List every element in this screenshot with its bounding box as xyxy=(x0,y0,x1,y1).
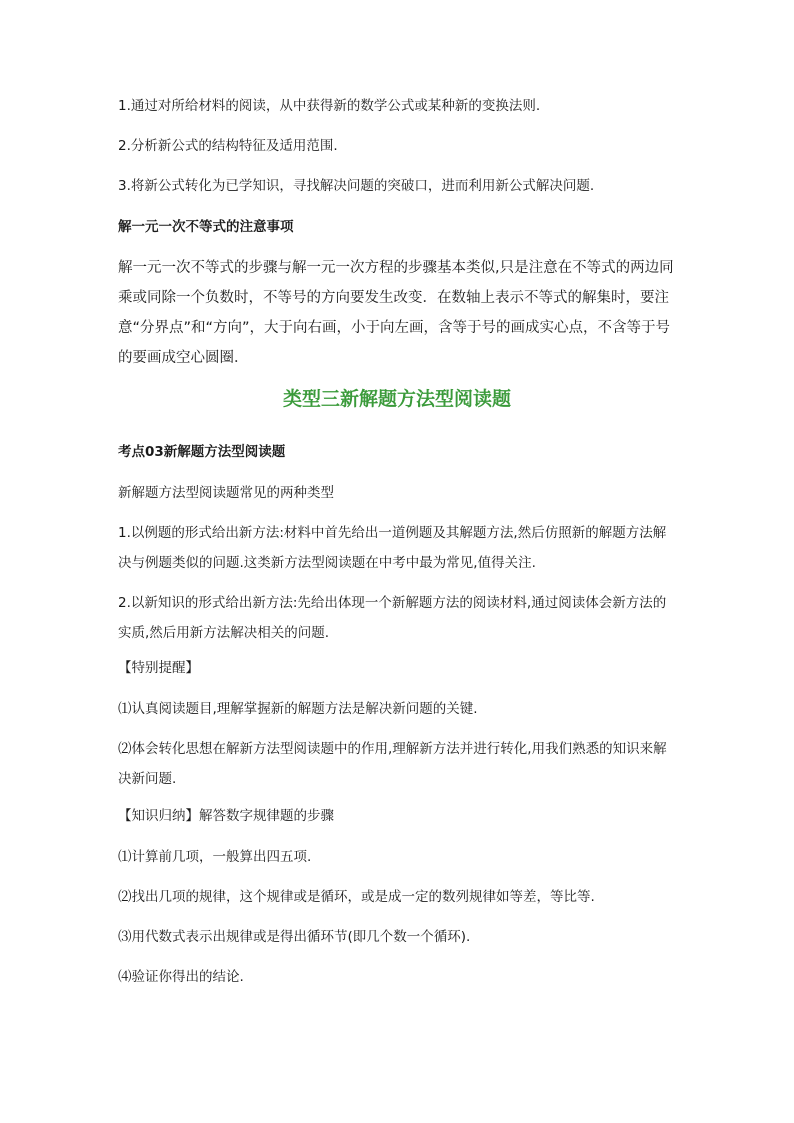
kaodian-item-2: 2.以新知识的形式给出新方法:先给出体现一个新解题方法的阅读材料,通过阅读体会新方法的实质,然后用新方法解决相关的问题. xyxy=(118,595,667,641)
reminder-item-2: ⑵体会转化思想在解新方法型阅读题中的作用,理解新方法并进行转化,用我们熟悉的知识来解决新问题. xyxy=(118,741,667,787)
summary-item-4: ⑷验证你得出的结论. xyxy=(118,969,244,985)
summary-item-3: ⑶用代数式表示出规律或是得出循环节(即几个数一个循环). xyxy=(118,929,471,945)
reminder-item-1: ⑴认真阅读题目,理解掌握新的解题方法是解决新问题的关键. xyxy=(118,701,478,717)
section-title: 类型三新解题方法型阅读题 xyxy=(282,388,511,410)
summary-label: 【知识归纳】解答数字规律题的步骤 xyxy=(118,808,334,824)
summary-item-1: ⑴计算前几项，一般算出四五项. xyxy=(118,849,312,865)
step-item-2: 2.分析新公式的结构特征及适用范围. xyxy=(118,138,338,154)
kaodian-heading: 考点03新解题方法型阅读题 xyxy=(118,444,286,460)
notes-heading: 解一元一次不等式的注意事项 xyxy=(118,219,294,235)
reminder-label: 【特别提醒】 xyxy=(118,660,199,676)
step-item-1: 1.通过对所给材料的阅读，从中获得新的数学公式或某种新的变换法则. xyxy=(118,98,541,114)
notes-body: 解一元一次不等式的步骤与解一元一次方程的步骤基本类似,只是注意在不等式的两边同乘或同除一个负数时，不等号的方向要发生改变．在数轴上表示不等式的解集时，要注意“分界点”和“方向”，大于向右画，小于向左画，含等于号的画成实心点，不含等于号的要画成空心圆圈． xyxy=(118,260,674,366)
step-item-3: 3.将新公式转化为已学知识，寻找解决问题的突破口，进而利用新公式解决问题. xyxy=(118,178,595,194)
kaodian-intro: 新解题方法型阅读题常见的两种类型 xyxy=(118,485,334,501)
summary-item-2: ⑵找出几项的规律，这个规律或是循环，或是成一定的数列规律如等差，等比等. xyxy=(118,889,595,905)
kaodian-item-1: 1.以例题的形式给出新方法:材料中首先给出一道例题及其解题方法,然后仿照新的解题方法解决与例题类似的问题.这类新方法型阅读题在中考中最为常见,值得关注. xyxy=(118,525,667,571)
